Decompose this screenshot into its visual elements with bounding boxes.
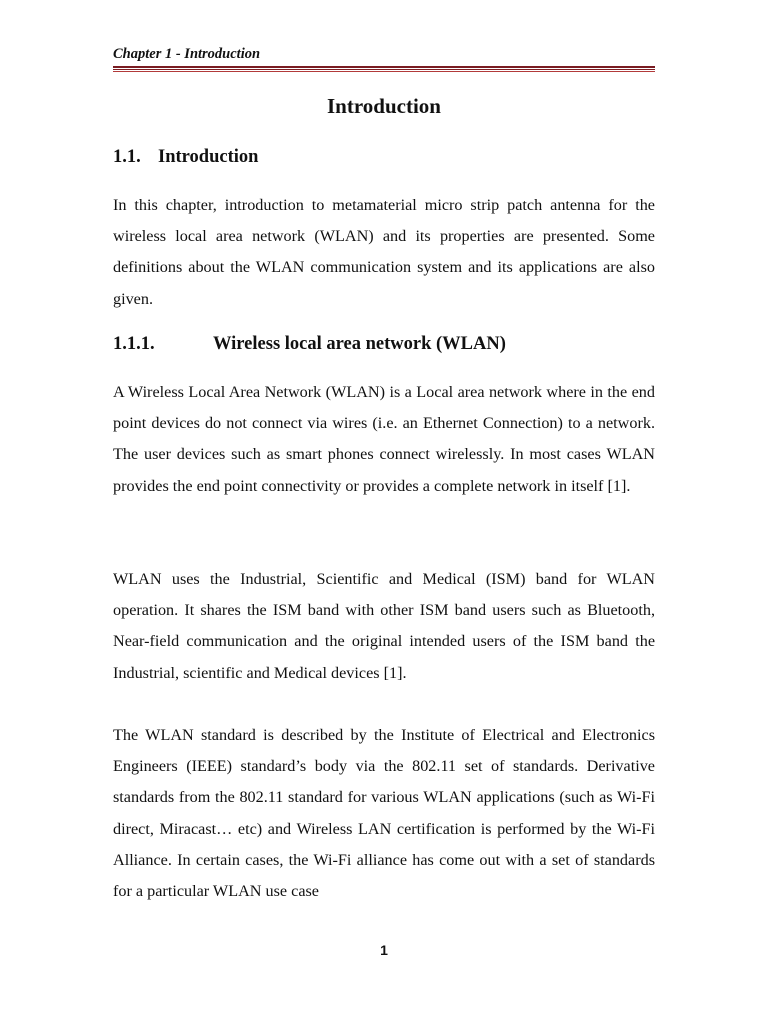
body-paragraph: A Wireless Local Area Network (WLAN) is a Local area network where in the end point devices do not connect via wires (i.e. an Ethernet Connection) to a network. The user devices such as smart phones connect wirelessly. In most cases WLAN provides the end point connectivity or provides a complete network in itself [1]. xyxy=(113,383,655,495)
subsection-title: Wireless local area network (WLAN) xyxy=(213,334,506,354)
subsection-number: 1.1.1. xyxy=(113,334,155,354)
subsection-heading xyxy=(113,334,506,355)
section-number: 1.1. xyxy=(113,147,141,167)
header-rule xyxy=(113,69,655,70)
header-rule xyxy=(113,66,655,68)
body-paragraph: The WLAN standard is described by the Institute of Electrical and Electronics Engineers (IEEE) standard’s body via the 802.11 set of standards. Derivative standards from the 802.11 standard for various WLAN applications (such as Wi-Fi direct, Miracast… etc) and Wireless LAN certification is performed by the Wi-Fi Alliance. In certain cases, the Wi-Fi alliance has come out with a set of standards for a particular WLAN use case xyxy=(113,726,655,901)
section-title: Introduction xyxy=(158,147,259,167)
running-header: Chapter 1 - Introduction xyxy=(113,46,261,62)
body-paragraph: WLAN uses the Industrial, Scientific and Medical (ISM) band for WLAN operation. It shares the ISM band with other ISM band users such as Bluetooth, Near-field communication and the original intended users of the ISM band the Industrial, scientific and Medical devices [1]. xyxy=(113,570,655,682)
chapter-title: Introduction xyxy=(327,94,441,118)
header-rule xyxy=(113,71,655,72)
section-paragraph: In this chapter, introduction to metamaterial micro strip patch antenna for the wireless local area network (WLAN) and its properties are presented. Some definitions about the WLAN communication system and its applications are also given. xyxy=(113,196,655,308)
section-heading xyxy=(113,147,258,168)
page-number: 1 xyxy=(380,942,388,958)
